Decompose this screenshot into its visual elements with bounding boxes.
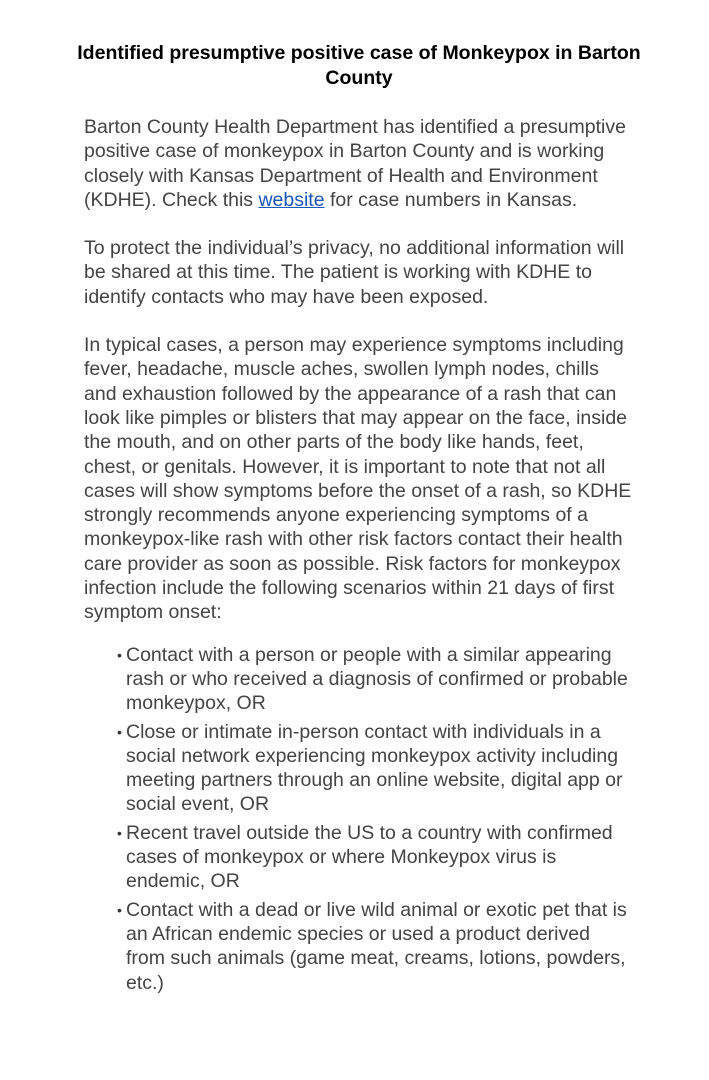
list-item-text: Recent travel outside the US to a country with confirmed cases of monkeypox or where Monkeypox virus is endemic, OR	[126, 821, 613, 893]
paragraph-symptoms: In typical cases, a person may experience symptoms including fever, headache, muscle aches, swollen lymph nodes, chills and exhaustion followed by the appearance of a rash that can look like pimples or blisters that may appear on the face, inside the mouth, and on other parts of the body like hands, feet, chest, or genitals. However, it is important to note that not all cases will show symptoms before the onset of a rash, so KDHE strongly recommends anyone experiencing symptoms of a monkeypox-like rash with other risk factors contact their health care provider as soon as possible. Risk factors for monkeypox infection include the following scenarios within 21 days of first symptom onset:	[84, 334, 632, 624]
bullet-icon: •	[117, 901, 122, 918]
list-item-text: Contact with a dead or live wild animal or exotic pet that is an African endemic species or used a product derived from such animals (game meat, creams, lotions, powders, etc.)	[126, 898, 627, 994]
paragraph-text: for case numbers in Kansas.	[324, 188, 578, 211]
list-item-text: Contact with a person or people with a similar appearing rash or who received a diagnosis of confirmed or probable monkeypox, OR	[126, 643, 628, 715]
list-item-text: Close or intimate in-person contact with individuals in a social network experiencing monkeypox activity including meeting partners through an online website, digital app or social event, OR	[126, 720, 623, 816]
paragraph-text: Barton County Health Department has identified a presumptive positive case of monkeypox in Barton County and is working closely with Kansas Department of Health and Environment (KDHE). Check this	[84, 116, 626, 211]
risk-factor-list	[84, 643, 634, 995]
bullet-icon: •	[117, 646, 122, 663]
website-link[interactable]: website	[258, 188, 325, 211]
list-item	[84, 643, 634, 716]
list-item	[84, 720, 634, 817]
bullet-icon: •	[117, 723, 122, 740]
list-item	[84, 898, 634, 995]
list-item	[84, 821, 634, 894]
paragraph-case-announcement	[84, 115, 634, 212]
bullet-icon: •	[117, 824, 122, 841]
article	[77, 41, 641, 999]
article-title: Identified presumptive positive case of Monkeypox in Barton County	[77, 42, 641, 89]
paragraph-privacy: To protect the individual’s privacy, no additional information will be shared at this time. The patient is working with KDHE to identify contacts who may have been exposed.	[84, 237, 625, 308]
